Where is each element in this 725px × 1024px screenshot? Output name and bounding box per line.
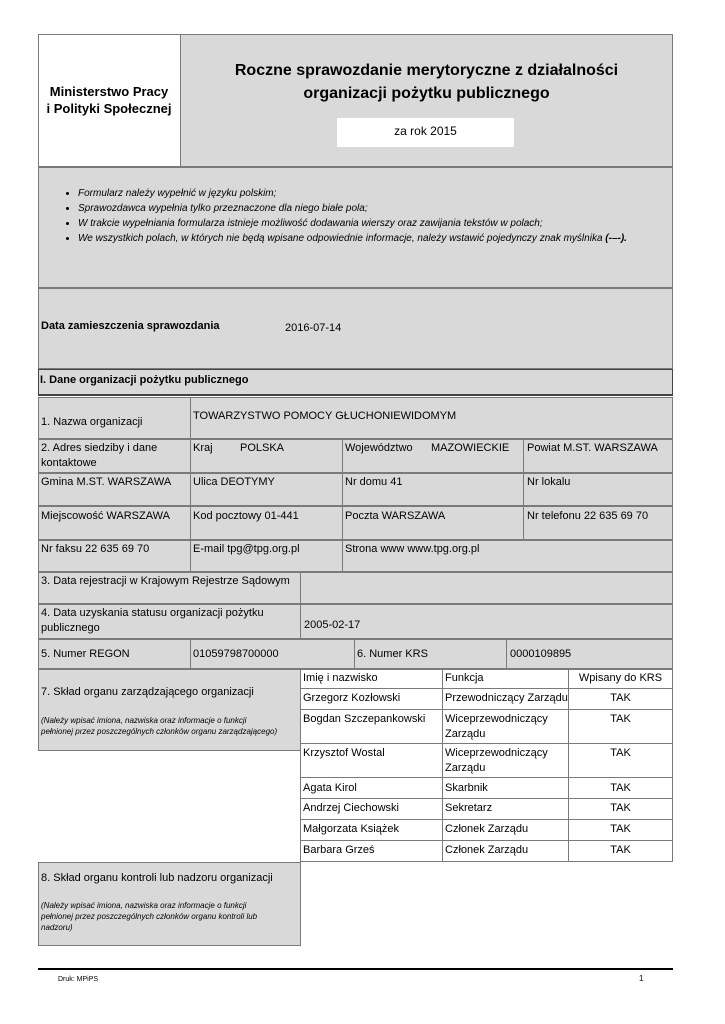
board-member-role: Przewodniczący Zarządu (445, 692, 568, 704)
report-date-value: 2016-07-14 (285, 322, 342, 334)
footer-print-label: Druk: MPiPS (58, 976, 99, 983)
krs-label: 6. Numer KRS (357, 648, 428, 660)
board-member-role: Wiceprzewodniczący (445, 713, 548, 725)
krs-value: 0000109895 (510, 648, 572, 660)
board-note-line-2: pełnionej przez poszczególnych członków organu zarządzającego) (41, 727, 278, 736)
street-value: Ulica DEOTYMY (193, 476, 275, 488)
krs-registration-value-cell[interactable] (300, 572, 673, 604)
board-member-role-line-2: Zarządu (445, 728, 486, 740)
board-header-role: Funkcja (445, 672, 484, 684)
board-member-role: Członek Zarządu (445, 823, 529, 835)
control-body-note-line-1: (Należy wpisać imiona, nazwiska oraz informacje o funkcji (41, 901, 247, 910)
instruction-item: • Formularz należy wypełnić w języku polskim; (78, 186, 627, 201)
address-label-line-2: kontaktowe (41, 457, 97, 469)
board-member-krs: TAK (610, 782, 631, 794)
board-label-cell (38, 669, 301, 751)
instruction-item: • Sprawozdawca wypełnia tylko przeznaczone dla niego białe pola; (78, 201, 627, 216)
board-member-name: Krzysztof Wostal (303, 747, 385, 759)
country-label: Kraj (193, 442, 213, 454)
instructions-list (58, 186, 627, 246)
board-member-role: Wiceprzewodniczący (445, 747, 548, 759)
page-number: 1 (639, 974, 644, 983)
report-date-label: Data zamieszczenia sprawozdania (41, 320, 220, 332)
report-title-line-2: organizacji pożytku publicznego (303, 85, 550, 102)
regon-value: 01059798700000 (193, 648, 279, 660)
board-member-krs: TAK (610, 802, 631, 814)
opp-status-label-line-2: publicznego (41, 622, 100, 634)
report-title-line-1: Roczne sprawozdanie merytoryczne z działalności (234, 62, 619, 79)
board-member-krs: TAK (610, 747, 631, 759)
opp-status-label-line-1: 4. Data uzyskania statusu organizacji pożytku (41, 607, 264, 619)
country-value: POLSKA (240, 442, 285, 454)
name-label: 1. Nazwa organizacji (41, 416, 143, 428)
postal-code-value: Kod pocztowy 01-441 (193, 510, 299, 522)
control-body-note-line-2: pełnionej przez poszczególnych członków organu kontroli lub (41, 912, 258, 921)
name-value: TOWARZYSTWO POMOCY GŁUCHONIEWIDOMYM (193, 410, 457, 422)
board-member-role: Sekretarz (445, 802, 493, 814)
board-member-role: Skarbnik (445, 782, 488, 794)
opp-status-value: 2005-02-17 (304, 619, 361, 631)
board-member-name: Grzegorz Kozłowski (303, 692, 401, 704)
board-member-name: Agata Kirol (303, 782, 357, 794)
address-label-line-1: 2. Adres siedziby i dane (41, 442, 158, 454)
board-member-krs: TAK (610, 844, 631, 856)
voivodeship-value: MAZOWIECKIE (431, 442, 510, 454)
footer-rule (38, 968, 673, 970)
house-number-value: Nr domu 41 (345, 476, 403, 488)
instruction-item: • We wszystkich polach, w których nie będą wpisane odpowiednie informacje, należy wstawić pojedynczy znak myślnika (-–-). (78, 231, 627, 246)
board-member-name: Bogdan Szczepankowski (303, 713, 426, 725)
regon-label: 5. Numer REGON (41, 648, 130, 660)
apartment-number-value: Nr lokalu (527, 476, 571, 488)
fax-value: Nr faksu 22 635 69 70 (41, 543, 150, 555)
instruction-item: • W trakcie wypełniania formularza istnieje możliwość dodawania wierszy oraz zawijania tekstów w polach; (78, 216, 627, 231)
section-1-heading: I. Dane organizacji pożytku publicznego (40, 374, 249, 386)
board-member-name: Małgorzata Książek (303, 823, 399, 835)
city-value: Miejscowość WARSZAWA (41, 510, 170, 522)
krs-registration-label: 3. Data rejestracji w Krajowym Rejestrze Sądowym (41, 575, 290, 587)
ministry-line-1: Ministerstwo Pracy (49, 84, 169, 99)
county-value: Powiat M.ST. WARSZAWA (527, 442, 658, 454)
commune-value: Gmina M.ST. WARSZAWA (41, 476, 172, 488)
board-header-krs: Wpisany do KRS (578, 672, 663, 684)
year-value: za rok 2015 (394, 124, 457, 138)
board-member-role-line-2: Zarządu (445, 762, 486, 774)
website-value: Strona www www.tpg.org.pl (345, 543, 480, 555)
board-header-name: Imię i nazwisko (303, 672, 378, 684)
control-body-note-line-3: nadzoru) (41, 923, 73, 932)
control-body-label: 8. Skład organu kontroli lub nadzoru organizacji (41, 872, 273, 884)
post-office-value: Poczta WARSZAWA (345, 510, 446, 522)
board-member-role: Członek Zarządu (445, 844, 529, 856)
board-member-krs: TAK (610, 713, 631, 725)
ministry-line-2: i Polityki Społecznej (46, 101, 172, 116)
board-member-krs: TAK (610, 692, 631, 704)
board-member-name: Andrzej Ciechowski (303, 802, 399, 814)
email-value: E-mail tpg@tpg.org.pl (193, 543, 300, 555)
phone-value: Nr telefonu 22 635 69 70 (527, 510, 649, 522)
board-label: 7. Skład organu zarządzającego organizacji (41, 686, 254, 698)
board-member-name: Barbara Grześ (303, 844, 375, 856)
board-note-line-1: (Należy wpisać imiona, nazwiska oraz informacje o funkcji (41, 716, 247, 725)
board-member-krs: TAK (610, 823, 631, 835)
voivodeship-label: Województwo (345, 442, 413, 454)
